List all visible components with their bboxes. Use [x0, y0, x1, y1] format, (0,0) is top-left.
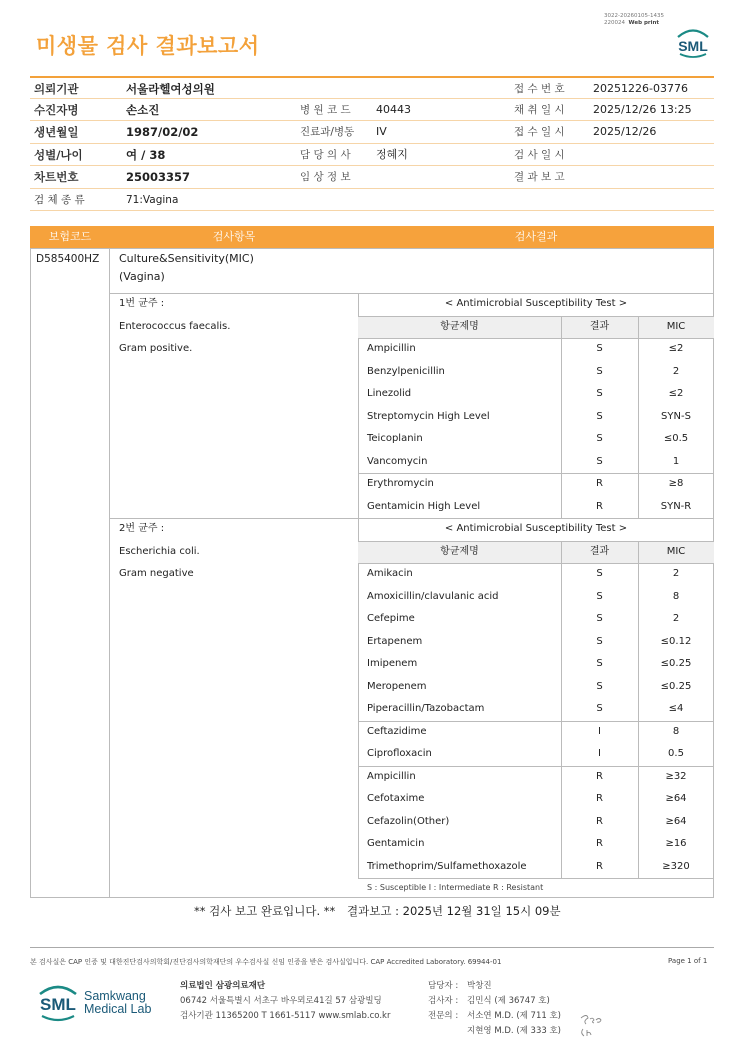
page-title: 미생물 검사 결과보고서	[36, 34, 260, 58]
col-mic: MIC	[666, 320, 686, 332]
staff-role: 검사자 :	[428, 996, 459, 1006]
info-label: 진료과/병동	[300, 126, 355, 138]
sml-logo-icon	[674, 26, 712, 58]
drug-mic: ≥320	[662, 860, 690, 872]
certification-text: 본 검사실은 CAP 인증 및 대한진단검사의학회/진단검사의학재단의 우수검사실 신임 인증을 받은 검사실입니다. CAP Accredited Laboratory. 69944-01	[30, 958, 502, 966]
svg-text:SML: SML	[40, 995, 76, 1014]
staff-name: 박창진	[467, 981, 492, 991]
drug-result: S	[596, 365, 603, 377]
info-label: 접 수 일 시	[514, 126, 565, 138]
drug-mic: ≥32	[665, 770, 687, 782]
org-address: 06742 서울특별시 서초구 바우뫼로41길 57 삼광빌딩	[180, 996, 382, 1006]
report-date-text: 결과보고 : 2025년 12월 31일 15시 09분	[347, 904, 561, 918]
brand-name: Samkwang Medical Lab	[84, 989, 152, 1016]
info-label: 담 당 의 사	[300, 148, 351, 161]
info-label: 검 사 일 시	[514, 148, 565, 161]
drug-name: Amoxicillin/clavulanic acid	[367, 590, 499, 602]
section-divider	[109, 293, 714, 294]
group-divider	[358, 766, 714, 767]
drug-result: R	[596, 770, 603, 782]
results-header	[30, 226, 714, 248]
drug-name: Gentamicin High Level	[367, 500, 481, 512]
print-code: 3022-20260105-1435	[604, 13, 664, 19]
signature-image	[578, 1012, 608, 1038]
org-contact: 검사기관 11365200 T 1661-5117 www.smlab.co.kr	[180, 1011, 391, 1021]
drug-result: R	[596, 860, 603, 872]
insurance-code: D585400HZ	[36, 253, 100, 265]
drug-result: R	[596, 478, 603, 489]
drug-result: S	[596, 568, 603, 579]
info-label: 성별/나이	[34, 147, 83, 162]
info-label: 차트번호	[34, 170, 79, 184]
patient-info-table	[30, 76, 714, 211]
info-value: 2025/12/26 13:25	[593, 102, 692, 116]
test-name: Culture&Sensitivity(MIC)	[119, 252, 254, 265]
info-value: 1987/02/02	[126, 125, 199, 139]
organism-label: 2번 균주 :	[119, 523, 165, 534]
drug-name: Ceftazidime	[367, 725, 427, 737]
svg-text:SML: SML	[678, 38, 708, 54]
drug-name: Cefepime	[367, 613, 415, 624]
drug-result: I	[598, 748, 601, 759]
info-label: 의뢰기관	[34, 82, 79, 96]
staff-role: 전문의 :	[428, 1011, 459, 1021]
row-divider	[358, 878, 714, 879]
drug-mic: ≥16	[665, 838, 687, 849]
drug-mic: 8	[672, 725, 680, 737]
row-divider	[358, 338, 714, 339]
info-label: 검 체 종 류	[34, 193, 85, 206]
info-value: 20251226-03776	[593, 82, 688, 95]
drug-mic: 2	[672, 613, 680, 624]
info-value: 25003357	[126, 170, 191, 184]
info-value: 서울라헬여성의원	[126, 82, 215, 96]
header-test-item: 검사항목	[212, 230, 256, 243]
drug-mic: 8	[672, 590, 680, 602]
organism-name: Escherichia coli.	[119, 545, 200, 557]
group-divider	[358, 721, 714, 722]
drug-result: S	[596, 703, 603, 714]
info-label: 임 상 정 보	[300, 171, 351, 183]
drug-mic: SYN-S	[661, 410, 691, 422]
info-row	[30, 121, 714, 144]
drug-name: Ertapenem	[367, 635, 423, 647]
drug-name: Cefotaxime	[367, 793, 425, 804]
drug-mic: ≥64	[665, 793, 687, 804]
drug-mic: 1	[672, 455, 680, 467]
report-complete-text: ** 검사 보고 완료입니다. **	[194, 904, 336, 918]
info-label: 접 수 번 호	[514, 83, 565, 95]
info-value: IV	[376, 125, 387, 138]
drug-name: Benzylpenicillin	[367, 365, 445, 377]
info-label: 병 원 코 드	[300, 103, 351, 116]
drug-name: Teicoplanin	[367, 433, 423, 444]
drug-mic: ≤0.12	[660, 635, 692, 647]
drug-mic: ≤2	[668, 388, 684, 399]
organism-label: 1번 균주 :	[119, 298, 165, 309]
drug-name: Erythromycin	[367, 478, 434, 489]
drug-mic: 2	[672, 365, 680, 377]
info-value: 손소진	[126, 102, 160, 117]
drug-result: S	[596, 680, 603, 692]
header-test-result: 검사결과	[514, 230, 558, 243]
drug-mic: ≤0.5	[663, 433, 689, 444]
group-divider	[358, 473, 714, 474]
info-row	[30, 144, 714, 167]
section-divider	[109, 518, 714, 519]
drug-mic: SYN-R	[660, 500, 692, 512]
drug-name: Imipenem	[367, 658, 418, 669]
drug-mic: ≤0.25	[660, 680, 692, 692]
page-number: Page 1 of 1	[668, 957, 708, 965]
drug-result: R	[596, 500, 603, 512]
col-drug-name: 항균제명	[440, 545, 479, 557]
ast-title: < Antimicrobial Susceptibility Test >	[444, 523, 628, 534]
drug-name: Cefazolin(Other)	[367, 815, 450, 827]
drug-name: Linezolid	[367, 388, 412, 399]
drug-result: S	[596, 455, 603, 467]
drug-name: Amikacin	[367, 568, 413, 579]
info-value: 정혜지	[376, 147, 408, 161]
info-value: 40443	[376, 102, 411, 116]
drug-result: S	[596, 613, 603, 624]
ast-title: < Antimicrobial Susceptibility Test >	[444, 298, 628, 309]
col-result: 결과	[589, 545, 610, 557]
info-label: 수진자명	[34, 102, 79, 117]
drug-name: Vancomycin	[367, 455, 428, 467]
drug-name: Meropenem	[367, 680, 427, 692]
drug-mic: 2	[672, 568, 680, 579]
staff-role: 담당자 :	[428, 981, 459, 991]
staff-name: 지현영 M.D. (제 333 호)	[467, 1026, 562, 1036]
drug-mic: ≤4	[668, 703, 684, 714]
gram-stain: Gram negative	[119, 568, 194, 579]
info-row	[30, 99, 714, 122]
footer-divider	[30, 947, 714, 948]
drug-mic: 0.5	[668, 748, 684, 759]
print-info	[604, 13, 664, 26]
row-divider	[358, 541, 714, 542]
drug-mic: ≤0.25	[660, 658, 692, 669]
gram-stain: Gram positive.	[119, 343, 193, 354]
info-label: 채 취 일 시	[514, 103, 565, 116]
drug-name: Ampicillin	[367, 343, 416, 354]
row-divider	[358, 563, 714, 564]
drug-result: S	[596, 590, 603, 602]
drug-mic: ≤2	[668, 343, 684, 354]
info-row	[30, 76, 714, 99]
drug-result: S	[596, 410, 603, 422]
col-mic: MIC	[666, 545, 686, 557]
drug-result: S	[596, 433, 603, 444]
print-mode: Web print	[628, 19, 660, 26]
result-legend: S : Susceptible I : Intermediate R : Resistant	[367, 883, 544, 892]
drug-result: S	[596, 343, 603, 354]
drug-result: I	[598, 725, 601, 737]
info-value: 2025/12/26	[593, 125, 657, 138]
drug-name: Trimethoprim/Sulfamethoxazole	[367, 860, 527, 872]
info-row	[30, 166, 714, 189]
row-divider	[358, 316, 714, 317]
drug-name: Streptomycin High Level	[367, 410, 490, 422]
print-id: 220024	[604, 19, 625, 26]
col-result: 결과	[589, 320, 610, 332]
header-insurance-code: 보험코드	[48, 230, 92, 243]
specimen-name: (Vagina)	[119, 270, 165, 283]
staff-name: 서소연 M.D. (제 711 호)	[467, 1011, 562, 1021]
drug-result: S	[596, 635, 603, 647]
organism-name: Enterococcus faecalis.	[119, 320, 231, 332]
drug-name: Ampicillin	[367, 770, 416, 782]
drug-name: Piperacillin/Tazobactam	[367, 703, 485, 714]
drug-result: S	[596, 658, 603, 669]
drug-name: Ciprofloxacin	[367, 748, 432, 759]
column-divider	[358, 518, 359, 878]
info-label: 생년월일	[34, 125, 79, 139]
info-row	[30, 189, 714, 212]
drug-result: R	[596, 793, 603, 804]
drug-result: R	[596, 838, 603, 849]
drug-name: Gentamicin	[367, 838, 425, 849]
info-value: 여 / 38	[126, 147, 166, 162]
staff-name: 김민식 (제 36747 호)	[467, 996, 550, 1006]
info-label: 결 과 보 고	[514, 171, 565, 183]
drug-mic: ≥64	[665, 815, 687, 827]
org-name: 의료법인 삼광의료재단	[180, 981, 266, 991]
column-divider	[109, 248, 110, 898]
samkwang-logo-icon	[36, 980, 80, 1026]
drug-result: R	[596, 815, 603, 827]
drug-mic: ≥8	[668, 478, 684, 489]
info-value: 71:Vagina	[126, 193, 179, 206]
drug-result: S	[596, 388, 603, 399]
col-drug-name: 항균제명	[440, 320, 479, 332]
